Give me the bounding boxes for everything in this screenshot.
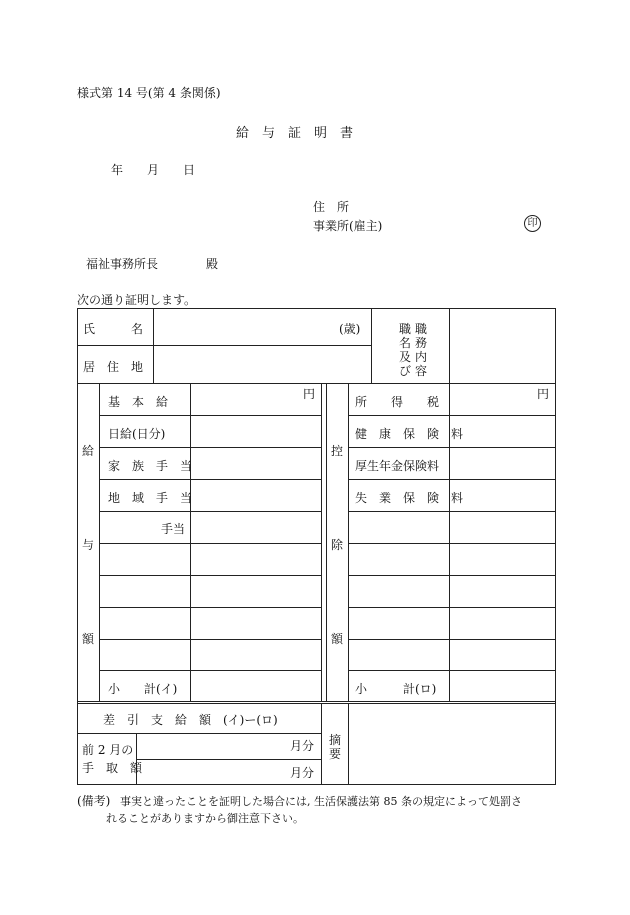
intro-text: 次の通り証明します。 — [77, 293, 197, 307]
recipient: 福祉事務所長 — [86, 257, 159, 271]
salary-item-basic: 基 本 給 — [108, 395, 169, 409]
page-title: 給 与 証 明 書 — [236, 126, 354, 141]
deduction-item-pension: 厚生年金保険料 — [355, 459, 440, 473]
month-unit-2: 月分 — [290, 766, 315, 780]
salary-section-char-1: 給 — [82, 444, 95, 458]
notes-label: (備考) — [77, 794, 111, 808]
deduction-item-health-insurance: 健 康 保 険 料 — [355, 427, 464, 441]
notes-line-1: 事実と違ったことを証明した場合には, 生活保護法第 85 条の規定によって処罰さ — [120, 795, 522, 808]
residence-label: 居 住 地 — [83, 360, 144, 374]
job-content-label: 職務内容 — [414, 322, 427, 378]
salary-item-daily: 日給(日分) — [108, 427, 166, 441]
month-unit-1: 月分 — [290, 739, 315, 753]
job-title-label: 職名及び — [398, 322, 411, 378]
deduction-yen-unit: 円 — [537, 387, 550, 401]
notes-line-2: れることがありますから御注意下さい。 — [106, 812, 304, 825]
deduction-item-income-tax: 所 得 税 — [355, 395, 440, 409]
date-line: 年 月 日 — [111, 163, 196, 177]
deduction-section-char-3: 額 — [331, 632, 344, 646]
form-number: 様式第 14 号(第 4 条関係) — [77, 86, 221, 100]
deduction-subtotal-label: 小 計(ロ) — [355, 682, 437, 696]
salary-section-char-3: 額 — [82, 632, 95, 646]
deduction-item-unemployment: 失 業 保 険 料 — [355, 491, 464, 505]
name-label: 氏 名 — [83, 322, 144, 336]
net-pay-label: 差 引 支 給 額 (イ)ー(ロ) — [103, 713, 278, 727]
seal-icon: 印 — [524, 215, 541, 232]
salary-item-family: 家 族 手 当 — [108, 459, 193, 473]
honorific: 殿 — [206, 257, 219, 271]
prev-months-label-2: 手 取 額 — [82, 761, 143, 775]
salary-item-allowance: 手当 — [161, 522, 186, 536]
issuer-office-label: 事業所(雇主) — [313, 219, 383, 233]
salary-subtotal-label: 小 計(イ) — [108, 682, 178, 696]
remarks-label: 摘要 — [328, 733, 341, 761]
salary-item-regional: 地 域 手 当 — [108, 491, 193, 505]
deduction-section-char-2: 除 — [331, 538, 344, 552]
salary-yen-unit: 円 — [303, 387, 316, 401]
salary-section-char-2: 与 — [82, 538, 95, 552]
prev-months-label-1: 前 2 月の — [82, 743, 134, 757]
salary-certificate-form — [77, 308, 556, 785]
deduction-section-char-1: 控 — [331, 444, 344, 458]
issuer-address-label: 住 所 — [313, 200, 350, 214]
age-label: (歳) — [339, 322, 361, 336]
